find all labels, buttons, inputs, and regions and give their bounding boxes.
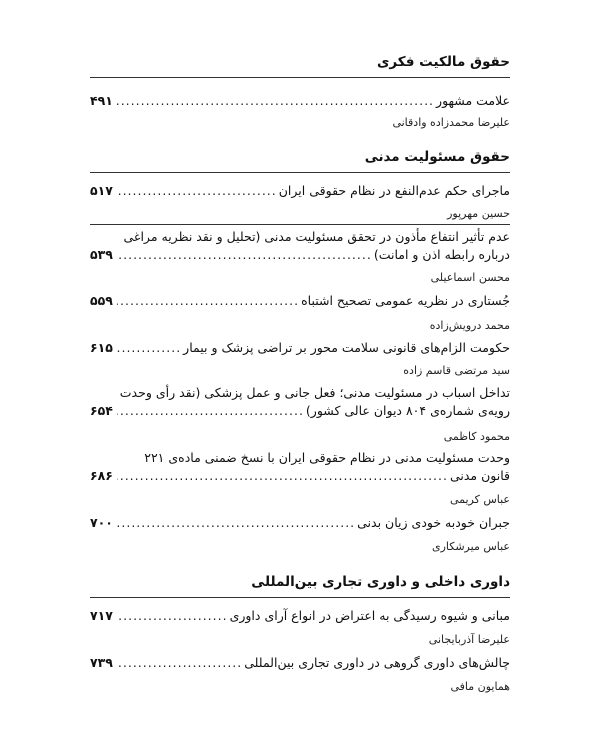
dot-leader	[117, 246, 372, 264]
entry-title: مبانی و شیوه رسیدگی به اعتراض در انواع آرای داوری	[229, 608, 510, 623]
toc-entry	[90, 514, 510, 532]
entry-title-line-1: عدم تأثیر انتفاع مأذون در تحقق مسئولیت مدنی (تحلیل و نقد نظریه مراغی	[123, 229, 510, 244]
entry-title-line-2: درباره رابطه اذن و امانت)	[373, 247, 510, 262]
entry-title-line-1: وحدت مسئولیت مدنی در نظام حقوقی ایران با نسخ ضمنی ماده‌ی ۲۲۱	[144, 450, 510, 465]
entry-author: عباس میرشکاری	[431, 540, 510, 553]
entry-page-number: ۵۱۷	[90, 183, 113, 198]
entry-author: محسن اسماعیلی	[430, 271, 510, 284]
entry-author: علیرضا محمدزاده وادقانی	[392, 116, 510, 129]
section-title-intellectual-property: حقوق مالکیت فکری	[377, 54, 510, 70]
entry-author: علیرضا آذربایجانی	[428, 633, 510, 646]
section-divider	[90, 597, 510, 598]
entry-author: همایون مافی	[450, 680, 510, 693]
entry-page-number: ۶۸۶	[90, 468, 113, 483]
toc-entry	[90, 92, 510, 110]
dot-leader	[117, 292, 299, 310]
dot-leader	[117, 402, 304, 420]
entry-page-number: ۶۵۴	[90, 403, 113, 418]
entry-title-line-1: تداخل اسباب در مسئولیت مدنی؛ فعل جانی و عمل پزشکی (نقد رأی وحدت	[119, 385, 510, 400]
entry-title: جبران خودبه خودی زیان بدنی	[357, 515, 510, 530]
entry-author: سید مرتضی قاسم زاده	[403, 364, 510, 377]
entry-page-number: ۷۳۹	[90, 655, 113, 670]
toc-entry	[90, 339, 510, 357]
dot-leader	[117, 339, 181, 357]
entry-page-number: ۶۱۵	[90, 340, 113, 355]
entry-author: عباس کریمی	[449, 493, 510, 506]
section-divider	[90, 77, 510, 78]
entry-page-number: ۷۰۰	[90, 515, 113, 530]
toc-entry	[90, 607, 510, 625]
entry-page-number: ۵۳۹	[90, 247, 113, 262]
entry-page-number: ۷۱۷	[90, 608, 113, 623]
entry-title: حکومت الزام‌های قانونی سلامت محور بر تراضی پزشک و بیمار	[183, 340, 510, 355]
entry-divider	[90, 224, 510, 225]
toc-entry	[90, 292, 510, 310]
entry-title-line-2: قانون مدنی	[449, 468, 510, 483]
dot-leader	[117, 654, 242, 672]
entry-title: علامت مشهور	[436, 93, 510, 108]
entry-title: چالش‌های داوری گروهی در داوری تجاری بین‌المللی	[244, 655, 510, 670]
dot-leader	[117, 607, 228, 625]
dot-leader	[117, 182, 277, 200]
entry-author: محمود کاظمی	[443, 430, 510, 443]
entry-page-number: ۵۵۹	[90, 293, 113, 308]
toc-entry	[90, 449, 510, 485]
entry-author: محمد درویش‌زاده	[429, 319, 510, 332]
entry-title-line-2: رویه‌ی شماره‌ی ۸۰۴ دیوان عالی کشور)	[305, 403, 510, 418]
toc-entry	[90, 182, 510, 200]
toc-entry	[90, 654, 510, 672]
toc-entry	[90, 228, 510, 264]
entry-page-number: ۴۹۱	[90, 93, 113, 108]
dot-leader	[117, 514, 355, 532]
section-title-civil-liability: حقوق مسئولیت مدنی	[364, 149, 510, 165]
toc-entry	[90, 384, 510, 420]
dot-leader	[117, 467, 448, 485]
section-title-arbitration: داوری داخلی و داوری تجاری بین‌المللی	[251, 574, 510, 590]
entry-title: ماجرای حکم عدم‌النفع در نظام حقوقی ایران	[278, 183, 510, 198]
entry-title: جُستاری در نظریه عمومی تصحیح اشتباه	[301, 293, 510, 308]
dot-leader	[117, 92, 434, 110]
section-divider	[90, 172, 510, 173]
entry-author: حسین مهرپور	[447, 207, 510, 220]
